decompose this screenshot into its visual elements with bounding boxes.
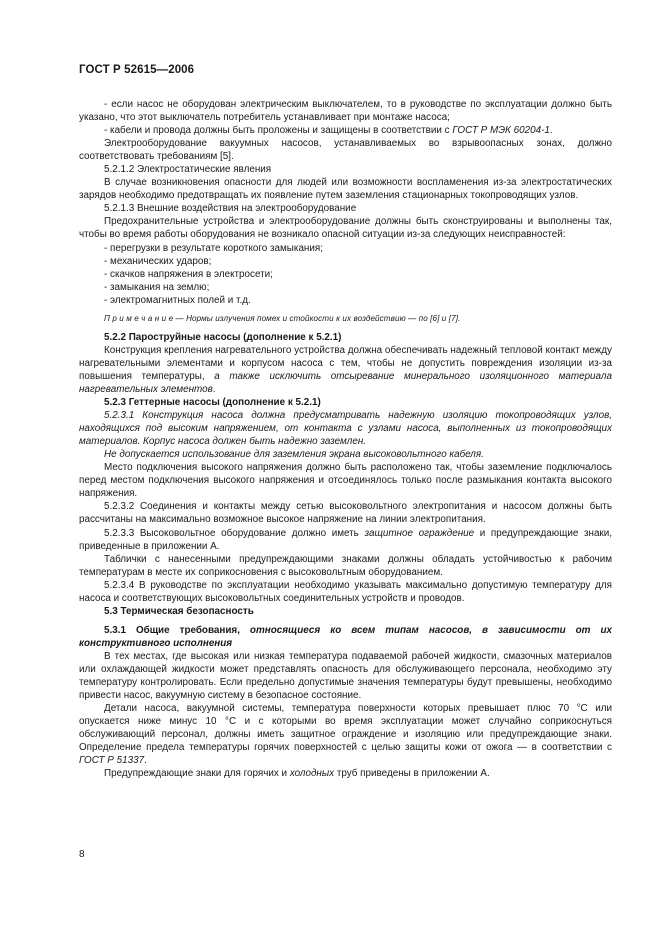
section-heading: 5.2.3 Геттерные насосы (дополнение к 5.2.1) <box>104 397 321 409</box>
paragraph: 5.2.3.3 Высоковольтное оборудование должно иметь защитное ограждение и предупреждающие знаки, приведенные в приложении А. <box>79 527 613 552</box>
paragraph: Таблички с нанесенными предупреждающими знаками должны обладать устойчивостью к рабочим температурам в месте их соприкосновения с высоковольтным оборудованием. <box>79 553 612 578</box>
document-body <box>79 98 612 780</box>
subsection-heading: 5.2.1.2 Электростатические явления <box>104 164 272 176</box>
paragraph: Не допускается использование для заземления экрана высоковольтного кабеля. <box>104 449 484 461</box>
paragraph: Детали насоса, вакуумной системы, температура поверхности которых превышает плюс 70 °С или опускается ниже минус 10 °С и с которыми во время эксплуатации может случайно соприкоснуться обслуживающий персонал, должны иметь защитное ограждение и изоляцию или предупреждающие знаки. Определение предела температуры горячих поверхностей с целью защиты кожи от ожога — в соответствии с ГОСТ Р 51337. <box>79 703 612 767</box>
list-item: - механических ударов; <box>104 255 212 267</box>
paragraph: - если насос не оборудован электрическим выключателем, то в руководстве по эксплуатации должно быть указано, что этот выключатель потребитель устанавливает при монтаже насоса; <box>79 99 612 124</box>
paragraph: В случае возникновения опасности для людей или возможности воспламенения из-за электростатических зарядов необходимо предотвращать их появление путем заземления стационарных токопроводящих узлов. <box>79 177 612 202</box>
page-number: 8 <box>79 849 85 860</box>
paragraph: 5.2.3.2 Соединения и контакты между сетью высоковольтного электропитания и насосом должны быть рассчитаны на максимально возможное высокое напряжение на линии электропитания. <box>79 501 612 526</box>
paragraph: 5.2.3.4 В руководстве по эксплуатации необходимо указывать максимально допустимую температуру для насоса и соответствующих высоковольтных соединительных устройств и проводов. <box>79 579 612 604</box>
section-heading: 5.3.1 Общие требования, относящиеся ко всем типам насосов, в зависимости от их конструктивного исполнения <box>79 624 612 649</box>
list-item: - скачков напряжения в электросети; <box>104 268 273 280</box>
paragraph: 5.2.3.1 Конструкция насоса должна предусматривать надежную изоляцию токопроводящих узлов, находящихся под высоким напряжением, от контакта с узлами насоса, выполненных из токопроводящих материалов. Корпус насоса должен быть надежно заземлен. <box>79 410 612 448</box>
paragraph: В тех местах, где высокая или низкая температура подаваемой рабочей жидкости, смазочных материалов или охлаждающей жидкости может представлять опасность для обслуживающего персонала, необходимо эту температуру контролировать. Если предельно допустимые значения температуры будут превышены, необходимо привести насос, вакуумную систему в безопасное состояние. <box>79 650 612 702</box>
paragraph: Конструкция крепления нагревательного устройства должна обеспечивать надежный тепловой контакт между нагревательными элементами и корпусом насоса с тем, чтобы не допустить повреждения изоляции из-за повышения температуры, а также исключить отсыревание минерального изоляционного материала нагревательных элементов. <box>79 344 612 395</box>
standard-reference: ГОСТ Р МЭК 60204-1 <box>452 125 550 137</box>
paragraph: - кабели и провода должны быть проложены и защищены в соответствии с ГОСТ Р МЭК 60204-1. <box>104 125 553 137</box>
standard-reference: ГОСТ Р 51337 <box>79 755 145 767</box>
list-item: - замыкания на землю; <box>104 281 210 293</box>
note: П р и м е ч а н и е — Нормы излучения помех и стойкости к их воздействию — по [6] и [7]. <box>104 313 461 323</box>
subsection-heading: 5.2.1.3 Внешние воздействия на электрооборудование <box>104 203 357 215</box>
paragraph: Предупреждающие знаки для горячих и холодных труб приведены в приложении А. <box>104 768 490 780</box>
list-item: - электромагнитных полей и т.д. <box>104 294 251 306</box>
paragraph: Предохранительные устройства и электрооборудование должны быть сконструированы и выполнены так, чтобы во время работы оборудования не возникало опасной ситуации из-за следующих неисправностей: <box>79 216 612 241</box>
section-heading: 5.3 Термическая безопасность <box>104 605 254 617</box>
document-header: ГОСТ Р 52615—2006 <box>79 64 195 76</box>
paragraph: Электрооборудование вакуумных насосов, устанавливаемых во взрывоопасных зонах, должно соответствовать требованиям [5]. <box>79 138 612 163</box>
list-item: - перегрузки в результате короткого замыкания; <box>104 242 323 254</box>
section-heading: 5.2.2 Пароструйные насосы (дополнение к 5.2.1) <box>104 331 342 343</box>
paragraph: Место подключения высокого напряжения должно быть расположено так, чтобы заземление подключалось перед местом подключения высокого напряжения и отсоединялось только после размыкания контакта высокого напряжения. <box>79 462 612 500</box>
